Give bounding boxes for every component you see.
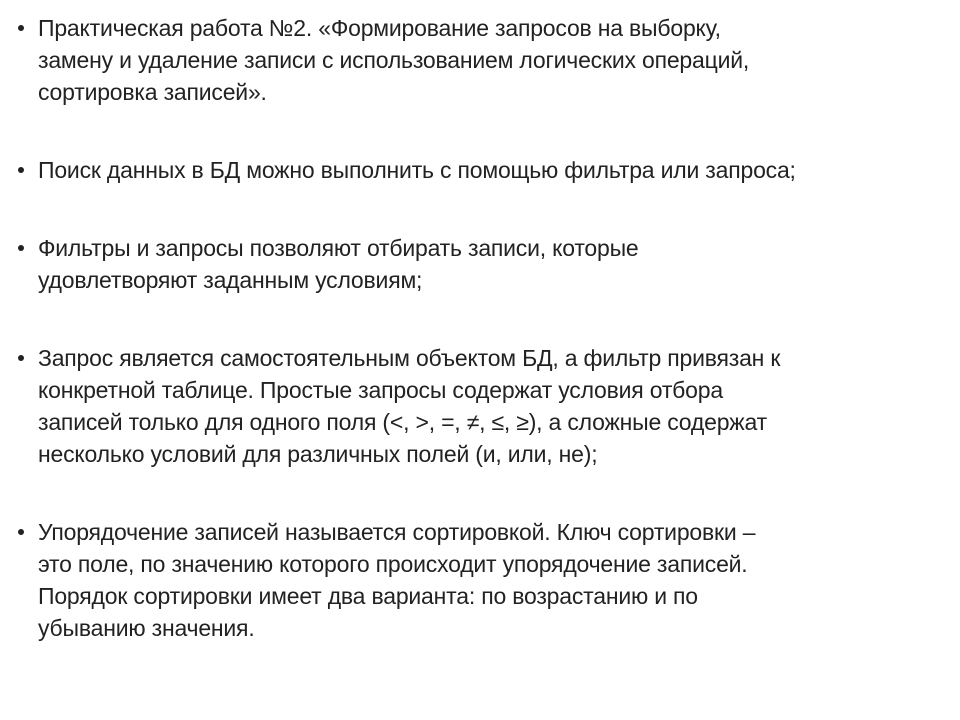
text-line: удовлетворяют заданным условиям;	[38, 267, 423, 293]
bullet-item-data-search	[18, 154, 942, 186]
bullet-text	[38, 516, 942, 644]
text-line: убыванию значения.	[38, 615, 255, 641]
text-line: сортировка записей».	[38, 79, 267, 105]
bullet-item-practical-work	[18, 12, 942, 108]
bullet-text	[38, 12, 942, 108]
text-line: Запрос является самостоятельным объектом БД, а фильтр привязан к	[38, 345, 781, 371]
bullet-list	[18, 12, 942, 644]
bullet-dot-icon	[18, 529, 24, 535]
bullet-text	[38, 154, 942, 186]
bullet-dot-icon	[18, 167, 24, 173]
text-line: Упорядочение записей называется сортировкой. Ключ сортировки –	[38, 519, 756, 545]
text-line: Поиск данных в БД можно выполнить с помощью фильтра или запроса;	[38, 157, 796, 183]
text-line: записей только для одного поля (<, >, =, ≠, ≤, ≥), а сложные содержат	[38, 409, 767, 435]
text-line: замену и удаление записи с использованием логических операций,	[38, 47, 750, 73]
text-line: Фильтры и запросы позволяют отбирать записи, которые	[38, 235, 639, 261]
bullet-dot-icon	[18, 245, 24, 251]
bullet-item-filters-queries	[18, 232, 942, 296]
text-line: конкретной таблице. Простые запросы содержат условия отбора	[38, 377, 723, 403]
bullet-dot-icon	[18, 355, 24, 361]
text-line: несколько условий для различных полей (и, или, не);	[38, 441, 598, 467]
bullet-item-query-object	[18, 342, 942, 470]
bullet-dot-icon	[18, 25, 24, 31]
bullet-text	[38, 342, 942, 470]
text-line: Практическая работа №2. «Формирование запросов на выборку,	[38, 15, 721, 41]
text-line: Порядок сортировки имеет два варианта: по возрастанию и по	[38, 583, 698, 609]
bullet-text	[38, 232, 942, 296]
bullet-item-sorting	[18, 516, 942, 644]
text-line: это поле, по значению которого происходит упорядочение записей.	[38, 551, 748, 577]
